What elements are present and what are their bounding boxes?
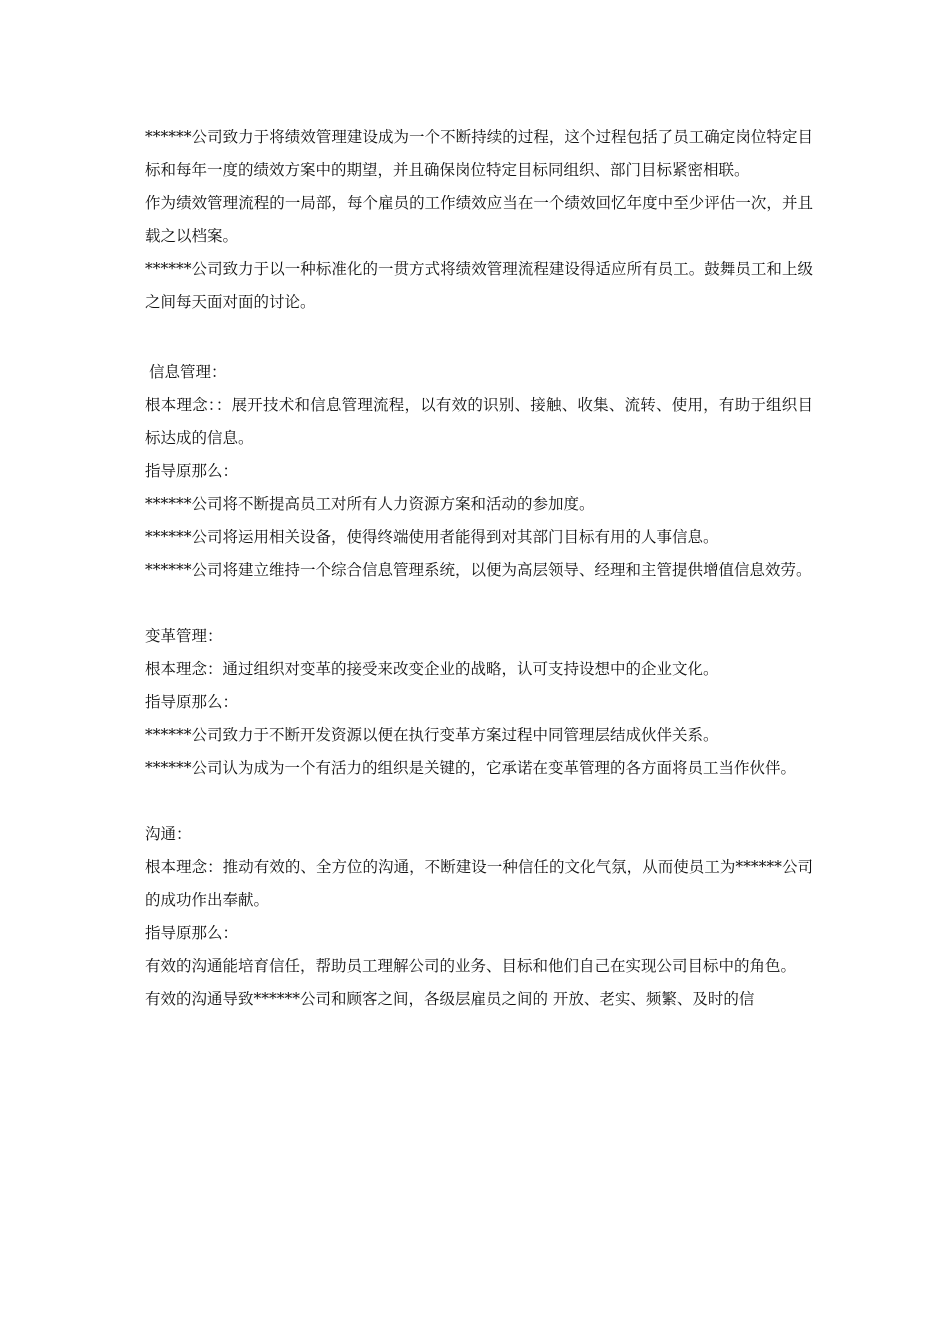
section-heading-change-management: 变革管理：	[145, 627, 223, 645]
change-guide-label: 指导原那么：	[145, 693, 239, 711]
change-guide-item: ******公司致力于不断开发资源以便在执行变革方案过程中同管理层结成伙伴关系。	[145, 726, 719, 744]
change-concept: 根本理念：通过组织对变革的接受来改变企业的战略，认可支持设想中的企业文化。	[145, 660, 719, 678]
section-heading-info-management: 信息管理：	[149, 363, 227, 381]
comm-guide-label: 指导原那么：	[145, 924, 239, 942]
section-heading-communication: 沟通：	[145, 825, 192, 843]
info-guide-item: ******公司将运用相关设备，使得终端使用者能得到对其部门目标有用的人事信息。	[145, 528, 719, 546]
info-guide-item: ******公司将不断提高员工对所有人力资源方案和活动的参加度。	[145, 495, 595, 513]
intro-paragraph-2: 作为绩效管理流程的一局部，每个雇员的工作绩效应当在一个绩效回忆年度中至少评估一次，并且载之以档案。	[145, 194, 813, 245]
info-guide-item: ******公司将建立维持一个综合信息管理系统，以便为高层领导、经理和主管提供增值信息效劳。	[145, 561, 812, 579]
change-guide-item: ******公司认为成为一个有活力的组织是关键的，它承诺在变革管理的各方面将员工当作伙伴。	[145, 759, 797, 777]
info-guide-label: 指导原那么：	[145, 462, 239, 480]
intro-paragraph-1: ******公司致力于将绩效管理建设成为一个不断持续的过程，这个过程包括了员工确定岗位特定目标和每年一度的绩效方案中的期望，并且确保岗位特定目标同组织、部门目标紧密相联。	[145, 128, 813, 179]
comm-concept: 根本理念：推动有效的、全方位的沟通，不断建设一种信任的文化气氛，从而使员工为******公司的成功作出奉献。	[145, 858, 813, 909]
comm-guide-item: 有效的沟通导致******公司和顾客之间，各级层雇员之间的 开放、老实、频繁、及时的信	[145, 990, 755, 1008]
comm-guide-item: 有效的沟通能培育信任，帮助员工理解公司的业务、目标和他们自己在实现公司目标中的角色。	[145, 957, 797, 975]
document-body	[145, 121, 813, 1016]
intro-paragraph-3: ******公司致力于以一种标准化的一贯方式将绩效管理流程建设得适应所有员工。鼓舞员工和上级之间每天面对面的讨论。	[145, 260, 813, 311]
info-concept: 根本理念：：展开技术和信息管理流程，以有效的识别、接触、收集、流转、使用，有助于组织目标达成的信息。	[145, 396, 813, 447]
